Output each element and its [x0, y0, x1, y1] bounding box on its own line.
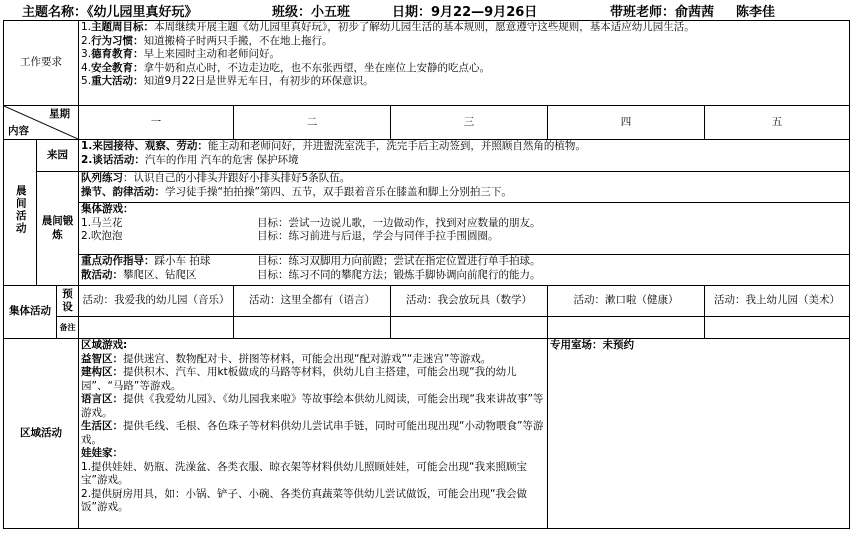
corner-label-content: 内容: [8, 124, 29, 137]
arrival-line-2: 2.谈话活动：汽车的作用 汽车的危害 保护环境: [81, 153, 299, 166]
class-field: [272, 1, 350, 20]
special-room-text: 专用室场：未预约: [550, 339, 635, 351]
work-item-5: 5.重大活动：知道9月22日是世界无车日，有初步的环保意识。: [81, 75, 374, 87]
area-activities-row: [4, 339, 850, 529]
work-item-2: 2.行为习惯：知道搬椅子时两只手搬，不在地上拖行。: [81, 34, 333, 47]
zone-puzzle: 益智区：提供迷宫、数物配对卡、拼图等材料，可能会出现“配对游戏”“走迷宫”等游戏。: [81, 352, 492, 365]
exercise-games-content: [79, 203, 850, 255]
special-room-cell: [548, 339, 850, 529]
zone-construction: 建构区：提供积木、汽车、用kt板做成的马路等材料，供幼儿自主搭建，可能会出现“我的幼儿园”、“马路”等游戏。: [81, 366, 517, 392]
theme-value: 《幼儿园里真好玩》: [87, 5, 198, 20]
area-activities-label: 区域活动: [4, 339, 79, 529]
weekday-4: 四: [548, 106, 705, 140]
header-bar: [0, 0, 852, 18]
arrival-content: [79, 140, 850, 172]
morning-activities-label: 晨间活动: [4, 140, 37, 286]
key-action-line: 重点动作指导：踩小车 拍球 目标：练习双脚用力向前蹬；尝试在指定位置进行单手拍球。: [81, 255, 541, 267]
date-field: [392, 1, 537, 20]
games-title: 集体游戏：: [81, 203, 134, 215]
weekday-header-row: [4, 106, 850, 140]
work-item-1: 1.主题周目标：本周继续开展主题《幼儿园里真好玩》，初步了解幼儿园生活的基本规则，愿意遵守这些规则，基本适应幼儿园生活。: [81, 21, 695, 33]
arrival-label: 来园: [37, 140, 79, 172]
diagonal-header-cell: [4, 106, 79, 140]
game-2: 2.吹泡泡 目标：练习前进与后退，学会与同伴手拉手围圆圈。: [81, 230, 499, 242]
zone-language: 语言区：提供《我爱幼儿园》、《幼儿园我来啦》等故事绘本供幼儿阅读，可能会出现“我来讲故事”等游戏。: [81, 393, 544, 419]
date-label: 日期：: [392, 5, 432, 20]
note-label: 备注: [57, 317, 79, 339]
group-note-5: [705, 317, 850, 339]
group-note-1: [79, 317, 234, 339]
area-games-title: 区域游戏:: [81, 339, 128, 351]
doll-house-item-2: 2.提供厨房用具，如：小锅、铲子、小碗、各类仿真蔬菜等供幼儿尝试做饭，可能会出现“我会做饭”游戏。: [81, 487, 527, 513]
gym-line: 操节、韵律活动：学习徒手操“拍拍操”第四、五节，双手跟着音乐在膝盖和脚上分别拍三下。: [81, 185, 512, 198]
exercise-games-row: [4, 203, 850, 255]
exercise-drill-content: [79, 172, 850, 203]
class-value: 小五班: [311, 5, 351, 20]
date-value: 9月22—9月26日: [431, 5, 538, 20]
game-1: 1.马兰花 目标：尝试一边说儿歌，一边做动作，找到对应数量的朋友。: [81, 216, 541, 229]
drill-line: 队列练习：认识自己的小排头并跟好小排头排好5条队伍。: [81, 172, 351, 184]
theme-label: 主题名称：: [22, 5, 88, 20]
group-note-2: [234, 317, 391, 339]
work-requirements-row: [4, 21, 850, 106]
class-label: 班级：: [272, 5, 312, 20]
work-item-3: 3.德育教育：早上来园时主动和老师问好。: [81, 48, 281, 60]
work-item-4: 4.安全教育：拿牛奶和点心时，不边走边吃，也不东张西望，坐在座位上安静的吃点心。: [81, 61, 491, 74]
scatter-activity-line: 散活动：攀爬区、钻爬区 目标：练习不同的攀爬方法；锻炼手脚协调向前爬行的能力。: [81, 268, 541, 281]
group-activity-3: 活动：我会放玩具（数学）: [391, 286, 548, 317]
exercise-drill-row: [4, 172, 850, 203]
corner-label-weekday: 星期: [49, 108, 71, 120]
preset-label: 预设: [57, 286, 79, 317]
work-requirements-content: [79, 21, 850, 106]
group-activity-1: 活动：我爱我的幼儿园（音乐）: [79, 286, 234, 317]
work-requirements-label: 工作要求: [4, 21, 79, 106]
weekday-1: 一: [79, 106, 234, 140]
exercise-key-row: [4, 255, 850, 286]
group-note-4: [548, 317, 705, 339]
weekday-5: 五: [705, 106, 850, 140]
group-preset-row: [4, 286, 850, 317]
teacher-label: 带班老师：: [610, 5, 676, 20]
group-activity-4: 活动：漱口啦（健康）: [548, 286, 705, 317]
group-note-row: [4, 317, 850, 339]
zone-life: 生活区：提供毛线、毛根、各色珠子等材料供幼儿尝试串手链，同时可能出现出现“小动物喂食”等游戏。: [81, 420, 544, 446]
group-activities-label: 集体活动: [4, 286, 57, 339]
doll-house-item-1: 1.提供娃娃、奶瓶、洗澡盆、各类衣服、晾衣架等材料供幼儿照顾娃娃，可能会出现“我来照顾宝宝”游戏。: [81, 460, 527, 486]
theme-field: [22, 1, 198, 20]
zone-doll-house-title: 娃娃家：: [81, 447, 124, 459]
weekday-2: 二: [234, 106, 391, 140]
weekly-plan-table: [3, 20, 850, 529]
area-games-content: [79, 339, 548, 529]
weekday-3: 三: [391, 106, 548, 140]
teacher-field: [610, 1, 775, 20]
group-note-3: [391, 317, 548, 339]
morning-exercise-label: 晨间锻炼: [37, 172, 79, 286]
teacher-name-1: 俞茜茜: [675, 5, 715, 20]
teacher-name-2: 陈李佳: [736, 5, 776, 20]
group-activity-5: 活动：我上幼儿园（美术）: [705, 286, 850, 317]
exercise-key-content: [79, 255, 850, 286]
arrival-row: [4, 140, 850, 172]
group-activity-2: 活动：这里全都有（语言）: [234, 286, 391, 317]
arrival-line-1: 1.来园接待、观察、劳动：能主动和老师问好，并进盥洗室洗手，洗完手后主动签到，并照顾自然角的植物。: [81, 140, 586, 152]
